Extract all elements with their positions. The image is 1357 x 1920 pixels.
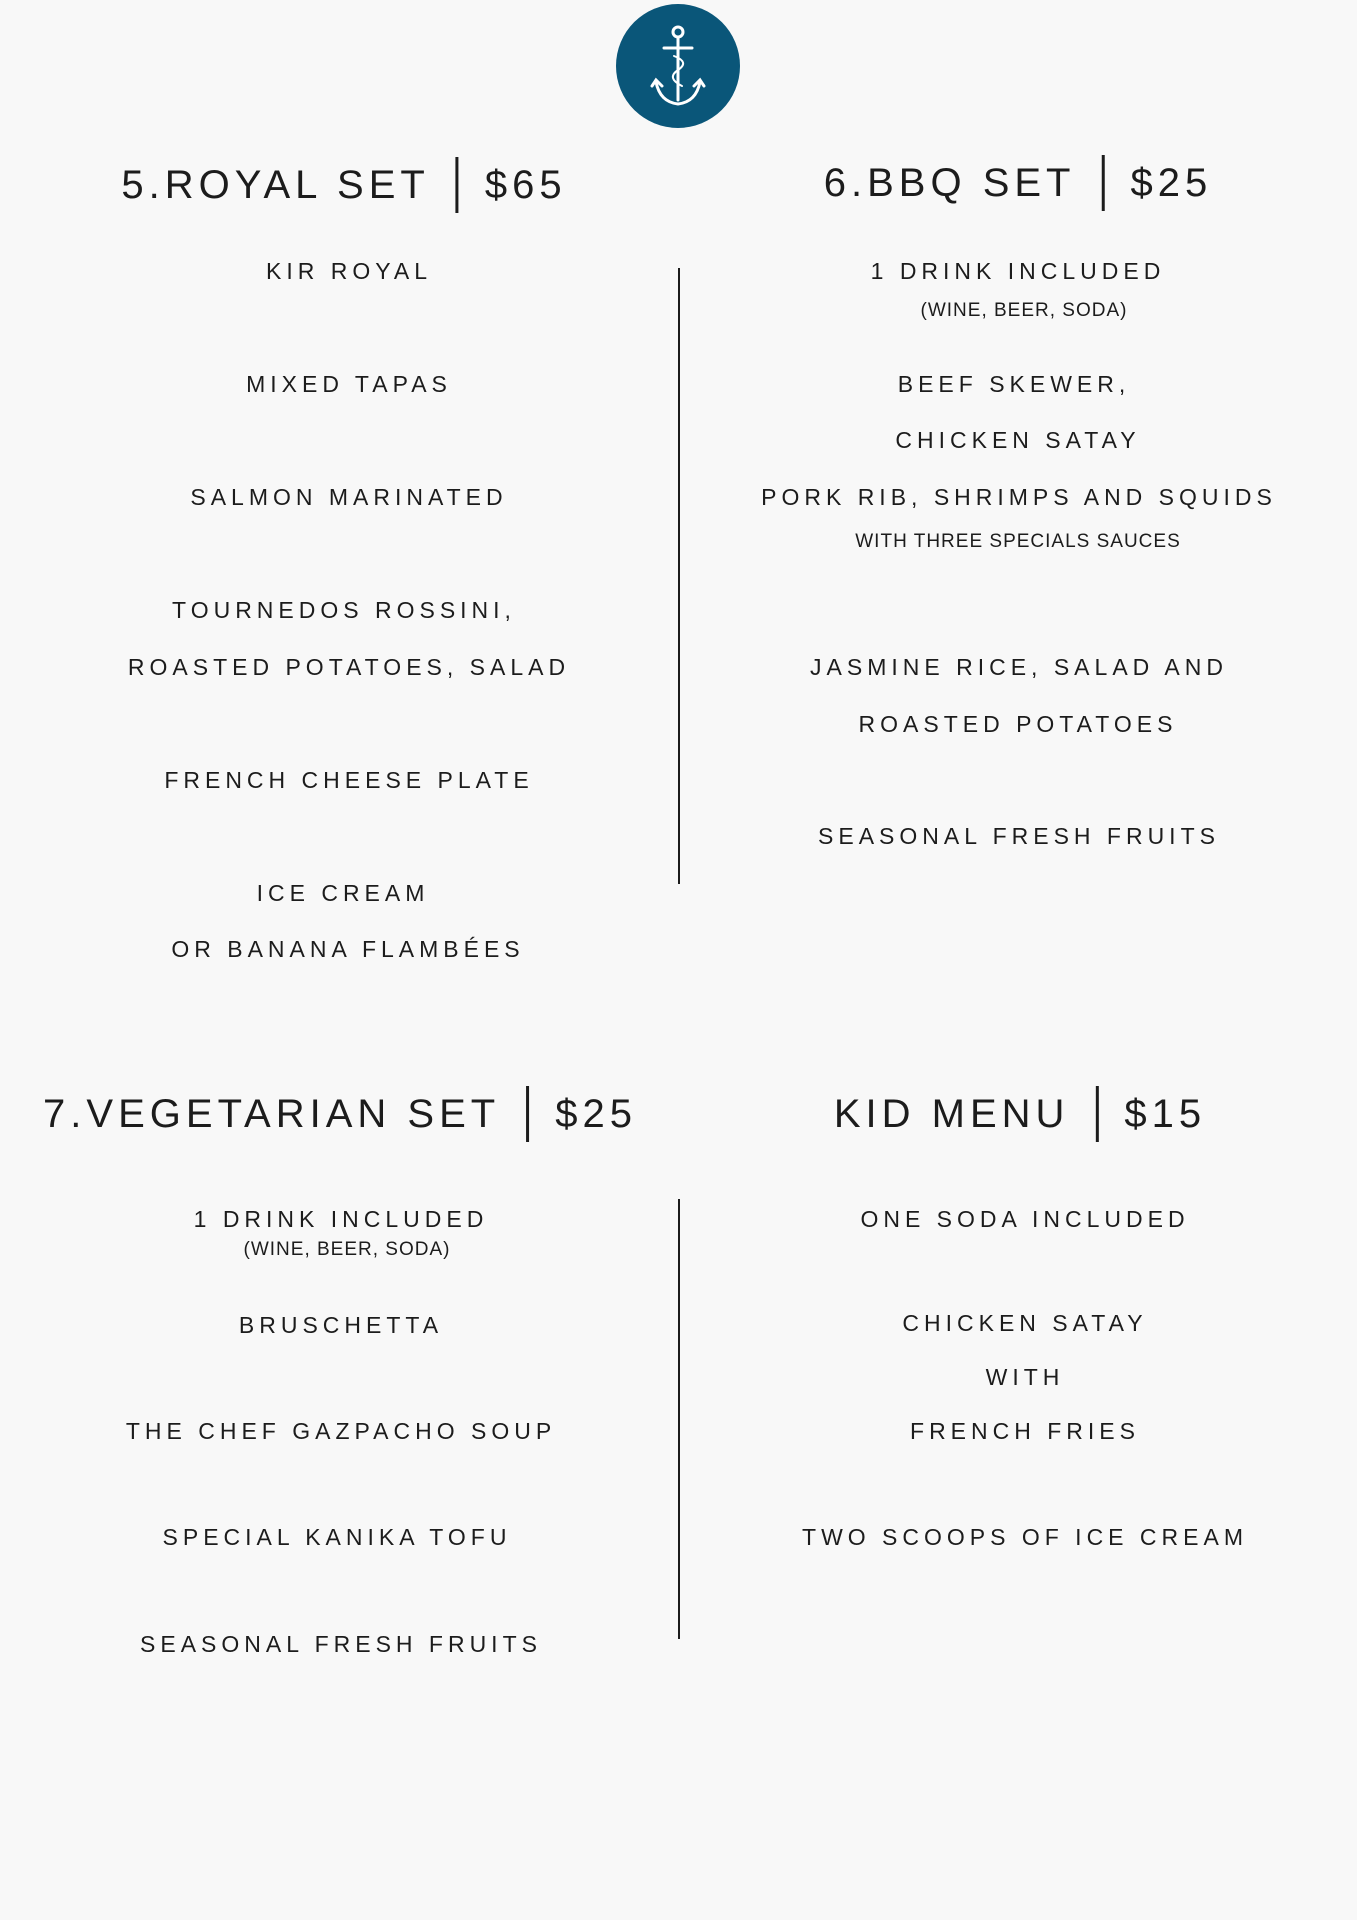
bbq-item: SEASONAL FRESH FRUITS <box>818 823 1220 849</box>
royal-item: OR BANANA FLAMBÉES <box>171 936 525 962</box>
kid-menu-price: $15 <box>1124 1091 1207 1136</box>
bbq-item: BEEF SKEWER, <box>897 371 1131 397</box>
royal-set-header <box>121 157 566 213</box>
vegetarian-note: (WINE, BEER, SODA) <box>243 1239 451 1260</box>
royal-item: FRENCH CHEESE PLATE <box>164 767 534 793</box>
vegetarian-item: BRUSCHETTA <box>238 1312 444 1338</box>
vegetarian-item: THE CHEF GAZPACHO SOUP <box>125 1418 557 1444</box>
kid-menu-header <box>834 1086 1206 1142</box>
kid-item: WITH <box>985 1364 1065 1390</box>
vegetarian-item: 1 DRINK INCLUDED <box>193 1206 489 1232</box>
header-divider <box>456 157 459 213</box>
kid-item: ONE SODA INCLUDED <box>860 1206 1190 1232</box>
bbq-note: (WINE, BEER, SODA) <box>920 300 1128 321</box>
column-divider-top <box>678 268 680 884</box>
bbq-item: 1 DRINK INCLUDED <box>870 258 1166 284</box>
vegetarian-set-title: 7.VEGETARIAN SET <box>43 1091 501 1136</box>
vegetarian-item: SEASONAL FRESH FRUITS <box>140 1631 542 1657</box>
royal-set-price: $65 <box>484 162 567 207</box>
kid-menu-title: KID MENU <box>833 1091 1070 1136</box>
bbq-set-price: $25 <box>1130 160 1213 205</box>
royal-set-title: 5.ROYAL SET <box>121 162 430 207</box>
kid-item: CHICKEN SATAY <box>902 1310 1148 1336</box>
bbq-note: WITH THREE SPECIALS SAUCES <box>855 531 1181 552</box>
royal-item: ICE CREAM <box>256 880 430 906</box>
header-divider <box>526 1086 529 1142</box>
bbq-set-title: 6.BBQ SET <box>823 160 1076 205</box>
anchor-logo <box>616 4 740 128</box>
anchor-icon <box>616 4 740 128</box>
header-divider <box>1095 1086 1098 1142</box>
vegetarian-set-price: $25 <box>555 1091 637 1136</box>
kid-item: FRENCH FRIES <box>910 1418 1140 1444</box>
royal-item: ROASTED POTATOES, SALAD <box>127 654 571 680</box>
royal-item: TOURNEDOS ROSSINI, <box>172 597 516 623</box>
bbq-item: ROASTED POTATOES <box>858 711 1178 737</box>
royal-item: SALMON MARINATED <box>190 484 508 510</box>
royal-item: MIXED TAPAS <box>246 371 452 397</box>
royal-item: KIR ROYAL <box>266 258 432 284</box>
column-divider-bottom <box>678 1199 680 1639</box>
bbq-item: CHICKEN SATAY <box>895 427 1141 453</box>
vegetarian-set-header <box>43 1086 637 1142</box>
bbq-item: PORK RIB, SHRIMPS AND SQUIDS <box>761 484 1277 510</box>
bbq-set-header <box>824 155 1213 211</box>
bbq-item: JASMINE RICE, SALAD AND <box>810 654 1228 680</box>
header-divider <box>1102 155 1105 211</box>
vegetarian-item: SPECIAL KANIKA TOFU <box>162 1524 512 1550</box>
kid-item: TWO SCOOPS OF ICE CREAM <box>802 1524 1248 1550</box>
